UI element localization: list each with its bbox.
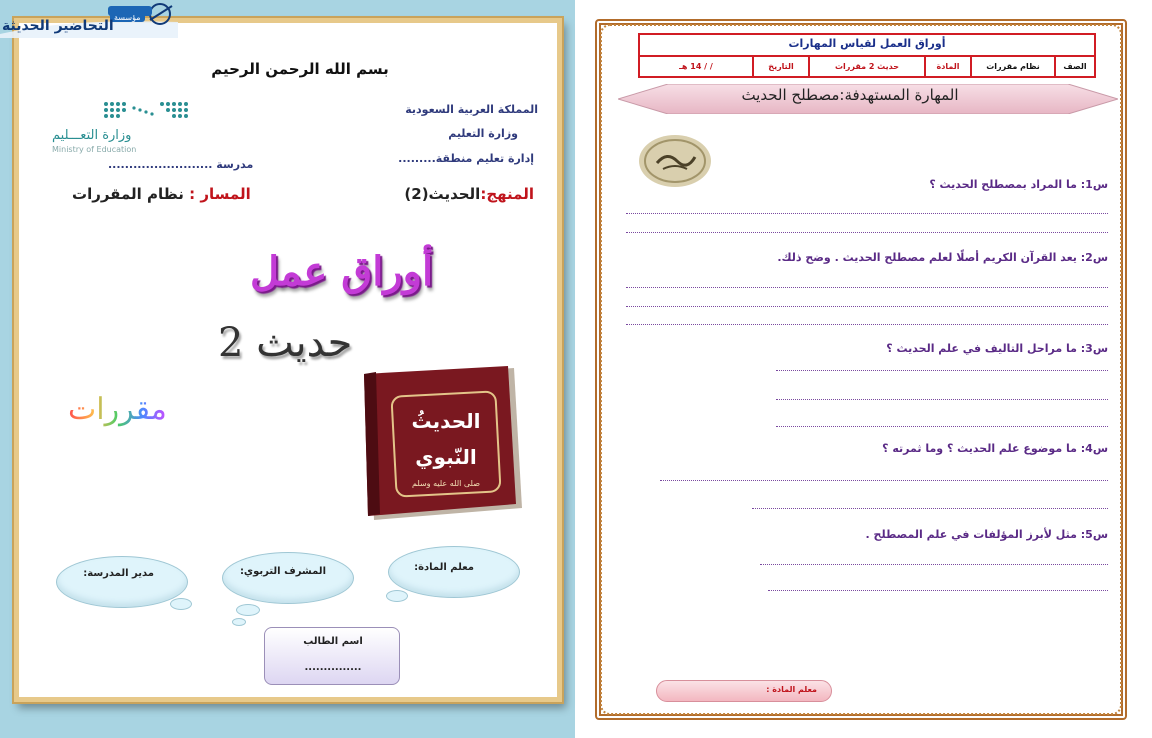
track-label: المسار : [189,185,251,203]
cloud-supervisor-text: المشرف التربوي: [239,566,326,577]
answer-line[interactable] [626,287,1108,288]
header-date-value: / / 14 هـ [679,62,713,71]
school-label: مدرسة ......................... [108,158,254,171]
answer-line[interactable] [660,480,1108,481]
header-date-label: التاريخ [752,57,808,76]
cloud-supervisor [222,552,354,604]
logo-title: التحاضير الحديثة [2,18,114,34]
worksheet-title: أوراق العمل لقياس المهارات [640,37,1094,57]
moe-logo-icon [102,100,210,122]
track-value: نظام المقررات [72,185,184,203]
cloud-supervisor-tail-small [232,618,246,626]
student-name-box[interactable] [264,627,400,685]
question-1: س1: ما المراد بمصطلح الحديث ؟ [929,178,1108,191]
curriculum-value: الحديث(2) [404,185,481,203]
cloud-supervisor-tail [236,604,260,616]
cloud-teacher-tail [386,590,408,602]
header-grade-value: نظام مقررات [970,57,1054,76]
basmala: بسم الله الرحمن الرحيم [211,60,389,78]
book-line2: النّبوي [415,445,477,469]
answer-line[interactable] [776,399,1108,400]
answer-line[interactable] [760,564,1108,565]
cloud-principal-tail [170,598,192,610]
curriculum-line [404,185,534,203]
prophet-name-seal-icon [637,133,713,189]
curriculum-label: المنهج: [480,185,534,203]
answer-line[interactable] [626,324,1108,325]
worksheet-header-table [638,33,1096,78]
cloud-principal [56,556,188,608]
answer-line[interactable] [626,232,1108,233]
book-line3: صلى الله عليه وسلم [412,479,480,488]
moe-logo-arabic: وزارة التعـــليم [52,128,132,143]
answer-line[interactable] [626,306,1108,307]
header-subject-label: المادة [924,57,970,76]
answer-line[interactable] [768,590,1108,591]
question-4: س4: ما موضوع علم الحديث ؟ وما ثمرته ؟ [882,442,1108,455]
question-2: س2: يعد القرآن الكريم أصلًا لعلم مصطلح الحديث . وضح ذلك. [777,251,1108,264]
title-hadith: حديث 2 [218,320,353,366]
logo-subtitle: مؤسسة [110,13,145,22]
region-label: إدارة تعليم منطقة......... [398,152,534,165]
title-worksheets: أوراق عمل [250,248,434,295]
answer-line[interactable] [776,370,1108,371]
answer-line[interactable] [776,426,1108,427]
header-subject-value: حديث 2 مقررات [808,57,924,76]
question-3: س3: ما مراحل التاليف في علم الحديث ؟ [886,342,1108,355]
student-name-dots: ............... [304,662,362,673]
teacher-signature-box[interactable] [656,680,832,702]
student-name-label: اسم الطالب [303,636,363,647]
header-grade-label: الصف [1054,57,1094,76]
ministry-label: وزارة التعليم [448,127,518,140]
book-illustration [354,366,524,522]
track-line [72,185,251,203]
book-line1: الحديثُ [411,409,481,433]
answer-line[interactable] [752,508,1108,509]
target-skill-text: المهارة المستهدفة:مصطلح الحديث [741,86,959,104]
kingdom-label: المملكة العربية السعودية [405,103,538,116]
question-5: س5: مثل لأبرز المؤلفات في علم المصطلح . [865,528,1108,541]
title-courses: مقررات [68,392,167,427]
moe-logo-english: Ministry of Education [52,145,137,154]
cloud-principal-text: مدير المدرسة: [83,568,154,579]
answer-line[interactable] [626,213,1108,214]
teacher-signature-label: معلم المادة : [766,685,817,694]
cloud-teacher-text: معلم المادة: [414,562,474,573]
